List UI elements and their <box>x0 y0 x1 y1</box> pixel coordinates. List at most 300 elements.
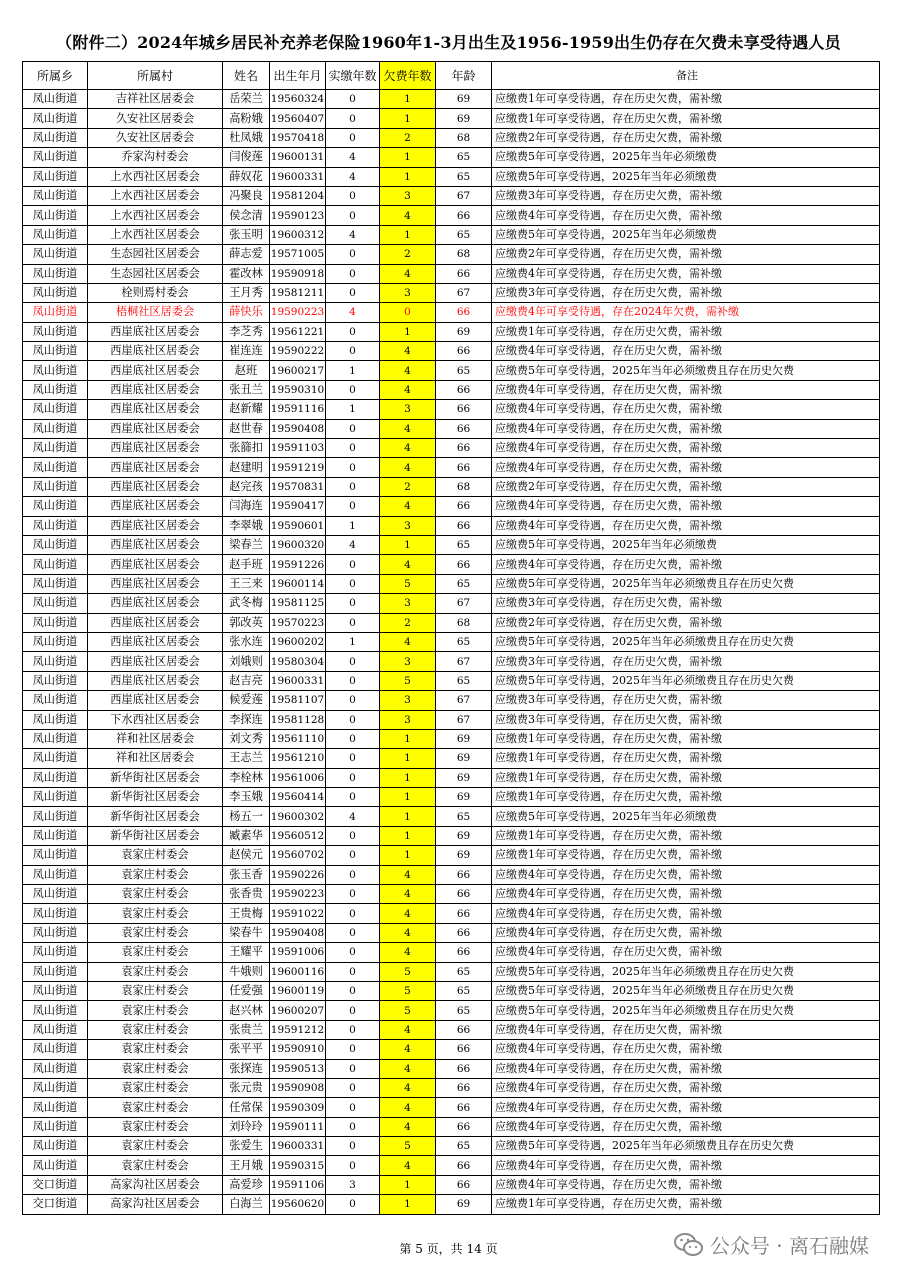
village-cell: 袁家庄村委会 <box>88 1156 223 1175</box>
township-cell: 凤山街道 <box>23 303 88 322</box>
village-cell: 袁家庄村委会 <box>88 846 223 865</box>
village-cell: 乔家沟村委会 <box>88 148 223 167</box>
birth-date-cell: 19590601 <box>270 516 326 535</box>
paid-years-cell: 4 <box>326 167 380 186</box>
township-cell: 凤山街道 <box>23 342 88 361</box>
birth-date-cell: 19591006 <box>270 943 326 962</box>
age-cell: 67 <box>436 594 492 613</box>
table-row <box>23 632 880 651</box>
remarks-cell: 应缴费5年可享受待遇，2025年当年必须缴费 <box>492 167 880 186</box>
remarks-cell: 应缴费1年可享受待遇，存在历史欠费，需补缴 <box>492 826 880 845</box>
table-row <box>23 981 880 1000</box>
name-cell: 刘娥则 <box>223 652 270 671</box>
arrears-years-cell: 1 <box>380 729 436 748</box>
name-cell: 张探连 <box>223 1059 270 1078</box>
paid-years-cell: 0 <box>326 671 380 690</box>
birth-date-cell: 19590408 <box>270 419 326 438</box>
age-cell: 66 <box>436 1059 492 1078</box>
arrears-years-cell: 1 <box>380 225 436 244</box>
age-cell: 65 <box>436 1001 492 1020</box>
village-cell: 高家沟社区居委会 <box>88 1195 223 1214</box>
birth-date-cell: 19590918 <box>270 264 326 283</box>
arrears-years-cell: 3 <box>380 400 436 419</box>
paid-years-cell: 0 <box>326 1098 380 1117</box>
paid-years-cell: 0 <box>326 245 380 264</box>
name-cell: 候爱莲 <box>223 691 270 710</box>
arrears-years-cell: 4 <box>380 1040 436 1059</box>
table-row <box>23 729 880 748</box>
village-cell: 上水西社区居委会 <box>88 225 223 244</box>
remarks-cell: 应缴费4年可享受待遇，存在历史欠费，需补缴 <box>492 555 880 574</box>
birth-date-cell: 19600331 <box>270 167 326 186</box>
table-row <box>23 594 880 613</box>
birth-date-cell: 19600312 <box>270 225 326 244</box>
age-cell: 69 <box>436 826 492 845</box>
village-cell: 西崖底社区居委会 <box>88 400 223 419</box>
name-cell: 岳荣兰 <box>223 90 270 109</box>
watermark-text: 公众号 · 离石融媒 <box>709 1234 869 1258</box>
arrears-years-cell: 5 <box>380 981 436 1000</box>
township-cell: 凤山街道 <box>23 283 88 302</box>
age-cell: 66 <box>436 923 492 942</box>
paid-years-cell: 0 <box>326 1078 380 1097</box>
township-cell: 凤山街道 <box>23 1059 88 1078</box>
remarks-cell: 应缴费5年可享受待遇，2025年当年必须缴费且存在历史欠费 <box>492 671 880 690</box>
paid-years-cell: 0 <box>326 1020 380 1039</box>
age-cell: 66 <box>436 555 492 574</box>
paid-years-cell: 0 <box>326 1195 380 1214</box>
table-row <box>23 148 880 167</box>
remarks-cell: 应缴费1年可享受待遇，存在历史欠费，需补缴 <box>492 768 880 787</box>
paid-years-cell: 0 <box>326 497 380 516</box>
paid-years-cell: 0 <box>326 1001 380 1020</box>
birth-date-cell: 19591022 <box>270 904 326 923</box>
birth-date-cell: 19600207 <box>270 1001 326 1020</box>
arrears-years-cell: 2 <box>380 128 436 147</box>
village-cell: 祥和社区居委会 <box>88 749 223 768</box>
arrears-years-cell: 2 <box>380 613 436 632</box>
age-cell: 66 <box>436 904 492 923</box>
remarks-cell: 应缴费5年可享受待遇，2025年当年必须缴费 <box>492 225 880 244</box>
village-cell: 生态园社区居委会 <box>88 264 223 283</box>
birth-date-cell: 19591116 <box>270 400 326 419</box>
arrears-years-cell: 1 <box>380 167 436 186</box>
arrears-years-cell: 4 <box>380 943 436 962</box>
birth-date-cell: 19590315 <box>270 1156 326 1175</box>
remarks-cell: 应缴费4年可享受待遇，存在历史欠费，需补缴 <box>492 264 880 283</box>
watermark <box>674 1230 869 1259</box>
table-row <box>23 574 880 593</box>
remarks-cell: 应缴费4年可享受待遇，存在历史欠费，需补缴 <box>492 342 880 361</box>
table-row <box>23 885 880 904</box>
age-cell: 66 <box>436 458 492 477</box>
header-age: 年龄 <box>436 62 492 90</box>
name-cell: 梁春牛 <box>223 923 270 942</box>
remarks-cell: 应缴费4年可享受待遇，存在历史欠费，需补缴 <box>492 904 880 923</box>
age-cell: 66 <box>436 419 492 438</box>
arrears-years-cell: 3 <box>380 283 436 302</box>
village-cell: 袁家庄村委会 <box>88 1040 223 1059</box>
arrears-years-cell: 4 <box>380 865 436 884</box>
remarks-cell: 应缴费5年可享受待遇，2025年当年必须缴费 <box>492 807 880 826</box>
table-row <box>23 904 880 923</box>
name-cell: 赵兴林 <box>223 1001 270 1020</box>
arrears-years-cell: 4 <box>380 380 436 399</box>
age-cell: 66 <box>436 516 492 535</box>
name-cell: 崔连连 <box>223 342 270 361</box>
header-arrears-years: 欠费年数 <box>380 62 436 90</box>
birth-date-cell: 19590910 <box>270 1040 326 1059</box>
township-cell: 凤山街道 <box>23 361 88 380</box>
remarks-cell: 应缴费1年可享受待遇，存在历史欠费，需补缴 <box>492 788 880 807</box>
name-cell: 赵建明 <box>223 458 270 477</box>
table-row <box>23 342 880 361</box>
age-cell: 66 <box>436 497 492 516</box>
village-cell: 上水西社区居委会 <box>88 206 223 225</box>
village-cell: 西崖底社区居委会 <box>88 594 223 613</box>
age-cell: 67 <box>436 710 492 729</box>
paid-years-cell: 0 <box>326 788 380 807</box>
remarks-cell: 应缴费4年可享受待遇，存在历史欠费，需补缴 <box>492 439 880 458</box>
arrears-years-cell: 3 <box>380 516 436 535</box>
table-row <box>23 691 880 710</box>
township-cell: 凤山街道 <box>23 322 88 341</box>
age-cell: 69 <box>436 749 492 768</box>
remarks-cell: 应缴费4年可享受待遇，存在历史欠费，需补缴 <box>492 419 880 438</box>
age-cell: 65 <box>436 962 492 981</box>
birth-date-cell: 19591106 <box>270 1175 326 1194</box>
arrears-years-cell: 4 <box>380 904 436 923</box>
paid-years-cell: 0 <box>326 90 380 109</box>
remarks-cell: 应缴费4年可享受待遇，存在历史欠费，需补缴 <box>492 1059 880 1078</box>
remarks-cell: 应缴费4年可享受待遇，存在历史欠费，需补缴 <box>492 1020 880 1039</box>
township-cell: 凤山街道 <box>23 148 88 167</box>
township-cell: 凤山街道 <box>23 768 88 787</box>
township-cell: 凤山街道 <box>23 613 88 632</box>
paid-years-cell: 0 <box>326 1040 380 1059</box>
age-cell: 68 <box>436 477 492 496</box>
village-cell: 新华街社区居委会 <box>88 826 223 845</box>
village-cell: 西崖底社区居委会 <box>88 322 223 341</box>
table-row <box>23 535 880 554</box>
paid-years-cell: 0 <box>326 186 380 205</box>
village-cell: 西崖底社区居委会 <box>88 671 223 690</box>
table-row <box>23 419 880 438</box>
arrears-years-cell: 5 <box>380 574 436 593</box>
arrears-years-cell: 4 <box>380 1098 436 1117</box>
paid-years-cell: 0 <box>326 885 380 904</box>
birth-date-cell: 19561006 <box>270 768 326 787</box>
table-row <box>23 167 880 186</box>
table-row <box>23 322 880 341</box>
village-cell: 袁家庄村委会 <box>88 981 223 1000</box>
township-cell: 凤山街道 <box>23 380 88 399</box>
age-cell: 66 <box>436 303 492 322</box>
village-cell: 西崖底社区居委会 <box>88 574 223 593</box>
table-row <box>23 749 880 768</box>
paid-years-cell: 0 <box>326 380 380 399</box>
village-cell: 袁家庄村委会 <box>88 1001 223 1020</box>
village-cell: 上水西社区居委会 <box>88 167 223 186</box>
name-cell: 赵手班 <box>223 555 270 574</box>
age-cell: 65 <box>436 535 492 554</box>
township-cell: 凤山街道 <box>23 477 88 496</box>
village-cell: 久安社区居委会 <box>88 109 223 128</box>
birth-date-cell: 19560702 <box>270 846 326 865</box>
age-cell: 69 <box>436 322 492 341</box>
arrears-years-cell: 5 <box>380 1001 436 1020</box>
table-row <box>23 846 880 865</box>
birth-date-cell: 19600302 <box>270 807 326 826</box>
birth-date-cell: 19560414 <box>270 788 326 807</box>
arrears-years-cell: 1 <box>380 1175 436 1194</box>
arrears-years-cell: 1 <box>380 109 436 128</box>
wechat-icon <box>674 1232 704 1258</box>
table-row <box>23 923 880 942</box>
table-row <box>23 1156 880 1175</box>
name-cell: 杜凤娥 <box>223 128 270 147</box>
paid-years-cell: 0 <box>326 128 380 147</box>
village-cell: 袁家庄村委会 <box>88 1117 223 1136</box>
village-cell: 西崖底社区居委会 <box>88 380 223 399</box>
arrears-years-cell: 5 <box>380 1137 436 1156</box>
birth-date-cell: 19591103 <box>270 439 326 458</box>
birth-date-cell: 19581211 <box>270 283 326 302</box>
remarks-cell: 应缴费4年可享受待遇，存在历史欠费，需补缴 <box>492 943 880 962</box>
birth-date-cell: 19570223 <box>270 613 326 632</box>
village-cell: 袁家庄村委会 <box>88 885 223 904</box>
birth-date-cell: 19591219 <box>270 458 326 477</box>
name-cell: 任爱强 <box>223 981 270 1000</box>
table-row <box>23 303 880 322</box>
age-cell: 67 <box>436 283 492 302</box>
paid-years-cell: 0 <box>326 652 380 671</box>
remarks-cell: 应缴费4年可享受待遇，存在历史欠费，需补缴 <box>492 865 880 884</box>
paid-years-cell: 0 <box>326 1117 380 1136</box>
table-row <box>23 206 880 225</box>
birth-date-cell: 19590408 <box>270 923 326 942</box>
arrears-years-cell: 4 <box>380 1117 436 1136</box>
arrears-years-cell: 1 <box>380 749 436 768</box>
remarks-cell: 应缴费1年可享受待遇，存在历史欠费，需补缴 <box>492 729 880 748</box>
paid-years-cell: 4 <box>326 148 380 167</box>
arrears-years-cell: 3 <box>380 186 436 205</box>
arrears-years-cell: 4 <box>380 264 436 283</box>
arrears-years-cell: 4 <box>380 361 436 380</box>
paid-years-cell: 0 <box>326 458 380 477</box>
table-row <box>23 380 880 399</box>
paid-years-cell: 0 <box>326 943 380 962</box>
age-cell: 66 <box>436 206 492 225</box>
name-cell: 张丑兰 <box>223 380 270 399</box>
birth-date-cell: 19571005 <box>270 245 326 264</box>
paid-years-cell: 0 <box>326 768 380 787</box>
age-cell: 69 <box>436 729 492 748</box>
name-cell: 李芝秀 <box>223 322 270 341</box>
township-cell: 凤山街道 <box>23 167 88 186</box>
birth-date-cell: 19590417 <box>270 497 326 516</box>
village-cell: 西崖底社区居委会 <box>88 497 223 516</box>
name-cell: 王贵梅 <box>223 904 270 923</box>
paid-years-cell: 0 <box>326 1059 380 1078</box>
township-cell: 凤山街道 <box>23 1020 88 1039</box>
arrears-years-cell: 4 <box>380 1020 436 1039</box>
village-cell: 久安社区居委会 <box>88 128 223 147</box>
township-cell: 凤山街道 <box>23 516 88 535</box>
arrears-years-cell: 4 <box>380 1059 436 1078</box>
birth-date-cell: 19580304 <box>270 652 326 671</box>
table-header-row <box>23 62 880 90</box>
age-cell: 65 <box>436 981 492 1000</box>
birth-date-cell: 19581128 <box>270 710 326 729</box>
age-cell: 67 <box>436 691 492 710</box>
name-cell: 张水连 <box>223 632 270 651</box>
age-cell: 69 <box>436 788 492 807</box>
arrears-years-cell: 4 <box>380 206 436 225</box>
paid-years-cell: 1 <box>326 516 380 535</box>
name-cell: 侯念清 <box>223 206 270 225</box>
birth-date-cell: 19591226 <box>270 555 326 574</box>
age-cell: 66 <box>436 342 492 361</box>
township-cell: 凤山街道 <box>23 652 88 671</box>
village-cell: 新华街社区居委会 <box>88 788 223 807</box>
township-cell: 凤山街道 <box>23 749 88 768</box>
village-cell: 上水西社区居委会 <box>88 186 223 205</box>
arrears-years-cell: 2 <box>380 477 436 496</box>
name-cell: 张爱生 <box>223 1137 270 1156</box>
age-cell: 65 <box>436 361 492 380</box>
name-cell: 高爱珍 <box>223 1175 270 1194</box>
village-cell: 梧桐社区居委会 <box>88 303 223 322</box>
table-row <box>23 477 880 496</box>
header-village: 所属村 <box>88 62 223 90</box>
township-cell: 凤山街道 <box>23 807 88 826</box>
paid-years-cell: 0 <box>326 574 380 593</box>
table-row <box>23 613 880 632</box>
paid-years-cell: 4 <box>326 225 380 244</box>
remarks-cell: 应缴费3年可享受待遇，存在历史欠费，需补缴 <box>492 283 880 302</box>
arrears-years-cell: 3 <box>380 710 436 729</box>
arrears-years-cell: 4 <box>380 458 436 477</box>
birth-date-cell: 19590310 <box>270 380 326 399</box>
name-cell: 李翠娥 <box>223 516 270 535</box>
age-cell: 65 <box>436 671 492 690</box>
remarks-cell: 应缴费2年可享受待遇，存在历史欠费，需补缴 <box>492 613 880 632</box>
township-cell: 凤山街道 <box>23 1137 88 1156</box>
township-cell: 凤山街道 <box>23 497 88 516</box>
header-name: 姓名 <box>223 62 270 90</box>
name-cell: 赵新耀 <box>223 400 270 419</box>
arrears-years-cell: 4 <box>380 1156 436 1175</box>
remarks-cell: 应缴费5年可享受待遇，2025年当年必须缴费且存在历史欠费 <box>492 361 880 380</box>
arrears-years-cell: 1 <box>380 768 436 787</box>
table-row <box>23 943 880 962</box>
village-cell: 西崖底社区居委会 <box>88 555 223 574</box>
age-cell: 66 <box>436 943 492 962</box>
table-row <box>23 1098 880 1117</box>
name-cell: 张元贵 <box>223 1078 270 1097</box>
village-cell: 新华街社区居委会 <box>88 768 223 787</box>
birth-date-cell: 19560620 <box>270 1195 326 1214</box>
name-cell: 王月秀 <box>223 283 270 302</box>
name-cell: 薛快乐 <box>223 303 270 322</box>
age-cell: 66 <box>436 885 492 904</box>
township-cell: 凤山街道 <box>23 962 88 981</box>
table-row <box>23 1195 880 1214</box>
township-cell: 凤山街道 <box>23 555 88 574</box>
remarks-cell: 应缴费5年可享受待遇，2025年当年必须缴费且存在历史欠费 <box>492 632 880 651</box>
birth-date-cell: 19590111 <box>270 1117 326 1136</box>
village-cell: 袁家庄村委会 <box>88 1137 223 1156</box>
arrears-years-cell: 4 <box>380 555 436 574</box>
arrears-years-cell: 1 <box>380 535 436 554</box>
arrears-years-cell: 1 <box>380 90 436 109</box>
table-row <box>23 788 880 807</box>
age-cell: 66 <box>436 1098 492 1117</box>
paid-years-cell: 0 <box>326 342 380 361</box>
page-number: 第 5 页，共 14 页 <box>399 1242 498 1256</box>
name-cell: 薛奴花 <box>223 167 270 186</box>
name-cell: 冯聚良 <box>223 186 270 205</box>
arrears-years-cell: 4 <box>380 1078 436 1097</box>
remarks-cell: 应缴费3年可享受待遇，存在历史欠费，需补缴 <box>492 186 880 205</box>
remarks-cell: 应缴费5年可享受待遇，2025年当年必须缴费且存在历史欠费 <box>492 1001 880 1020</box>
remarks-cell: 应缴费1年可享受待遇，存在历史欠费，需补缴 <box>492 322 880 341</box>
birth-date-cell: 19590513 <box>270 1059 326 1078</box>
table-row <box>23 652 880 671</box>
birth-date-cell: 19590223 <box>270 885 326 904</box>
township-cell: 凤山街道 <box>23 788 88 807</box>
township-cell: 凤山街道 <box>23 535 88 554</box>
name-cell: 张贵兰 <box>223 1020 270 1039</box>
village-cell: 西崖底社区居委会 <box>88 613 223 632</box>
township-cell: 凤山街道 <box>23 206 88 225</box>
name-cell: 白海兰 <box>223 1195 270 1214</box>
village-cell: 生态园社区居委会 <box>88 245 223 264</box>
birth-date-cell: 19590222 <box>270 342 326 361</box>
village-cell: 吉祥社区居委会 <box>88 90 223 109</box>
paid-years-cell: 0 <box>326 206 380 225</box>
remarks-cell: 应缴费4年可享受待遇，存在历史欠费，需补缴 <box>492 1156 880 1175</box>
age-cell: 65 <box>436 167 492 186</box>
age-cell: 66 <box>436 264 492 283</box>
table-row <box>23 710 880 729</box>
paid-years-cell: 4 <box>326 535 380 554</box>
name-cell: 薛志爱 <box>223 245 270 264</box>
arrears-years-cell: 4 <box>380 632 436 651</box>
remarks-cell: 应缴费2年可享受待遇，存在历史欠费，需补缴 <box>492 477 880 496</box>
name-cell: 张玉香 <box>223 865 270 884</box>
table-row <box>23 1175 880 1194</box>
arrears-years-cell: 1 <box>380 788 436 807</box>
paid-years-cell: 0 <box>326 826 380 845</box>
age-cell: 65 <box>436 807 492 826</box>
paid-years-cell: 0 <box>326 283 380 302</box>
name-cell: 杨五一 <box>223 807 270 826</box>
remarks-cell: 应缴费5年可享受待遇，2025年当年必须缴费且存在历史欠费 <box>492 962 880 981</box>
paid-years-cell: 0 <box>326 419 380 438</box>
arrears-years-cell: 1 <box>380 826 436 845</box>
table-row <box>23 245 880 264</box>
arrears-years-cell: 4 <box>380 923 436 942</box>
paid-years-cell: 3 <box>326 1175 380 1194</box>
table-row <box>23 865 880 884</box>
table-row <box>23 1040 880 1059</box>
village-cell: 袁家庄村委会 <box>88 962 223 981</box>
birth-date-cell: 19590309 <box>270 1098 326 1117</box>
paid-years-cell: 0 <box>326 109 380 128</box>
birth-date-cell: 19600202 <box>270 632 326 651</box>
